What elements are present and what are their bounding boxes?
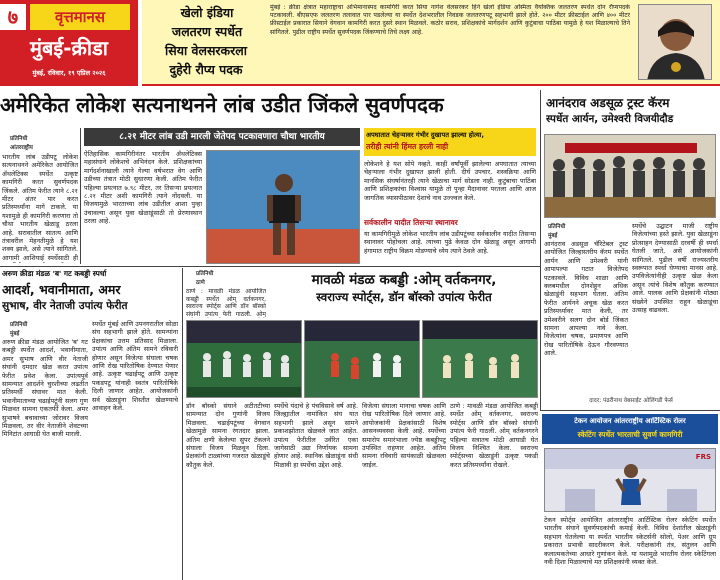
- section-divider-right: [540, 410, 720, 411]
- anand-body-col2: स्पर्धेचे उद्घाटन माजी राष्ट्रीय विजेत्यांच्या हस्ते झाले. युवा खेळाडूंना प्रोत्साहन देण्यासाठी दरवर्षी ही स्पर्धा घेतली जाते, असे आयोजकांनी सांगितले. पुढील वर्षी राज्यस्तरीय स्वरूपात स्पर्धा घेण्याचा मानस आहे. उपविजेत्यांनीही उत्कृष्ट खेळ केला असून त्यांचे विशेष कौतुक करण्यात आले. पालक आणि प्रेक्षकांनी मोठ्या संख्येने उपस्थित राहून खेळाडूंचा उत्साह वाढवला.: [632, 222, 718, 315]
- lead-byline-label: प्रतिनिधी: [10, 136, 28, 142]
- tekan-headline-1: टेकन आयोजन आंतरराष्ट्रीय आर्टिस्टिक रोलर: [574, 417, 686, 425]
- kabaddi-center-col3: विजेत्या संघाला मानाचा चषक आणि रोख पारितोषिक दिले जाणार आहे. आयोजकांनी प्रेक्षकांसाठी विशेष आसनव्यवस्था केली आहे. स्पर्धेच्या समारोप समारंभाला ज्येष्ठ कबड्डीपटू उपस्थित राहणार आहेत. अंतिम सामना रविवारी सायंकाळी खेळवला जाईल.: [362, 402, 446, 469]
- kabaddi-center-headline-1: मावळी मंडळ कबड्डी :ओम् वर्तकनगर,: [311, 272, 497, 288]
- anand-byline-city: मुंबई: [548, 233, 558, 239]
- side-story-headline-1: अपघातात चेहऱ्यावर गंभीर दुखापत झाल्या होत्या,: [366, 131, 484, 139]
- kabaddi-left-kicker: अरुण क्रीडा मंडळ 'ब' गट कबड्डी स्पर्धा: [2, 269, 107, 278]
- lead-body-col2: ऐतिहासिक कामगिरीनंतर भारतीय ॲथलेटिक्स महासंघाने लोकेशचे अभिनंदन केले. प्रशिक्षकांच्या मार्गदर्शनाखाली त्याने गेल्या वर्षभरात वेग आणि उडीच्या तंत्रात मोठी सुधारणा केली. अंतिम फेरीत पहिल्या प्रयत्नात ७.९८ मीटर, तर तिसऱ्या प्रयत्नात ८.२१ मीटर अशी कामगिरी त्याने नोंदवली. या विजयामुळे भारताच्या लांब उडीतील आशा पुन्हा उंचावल्या असून युवा खेळाडूंसाठी तो प्रेरणास्थान ठरला आहे.: [84, 150, 202, 226]
- anand-headline-2: स्पर्धेत आर्यन, उमेश्वरी विजयीदौड: [546, 113, 674, 125]
- lead-photo: [206, 150, 360, 264]
- section-name: मुंबई-क्रीडा: [30, 36, 108, 60]
- kabaddi-center-col4: ठाणे : मावळी मंडळ आयोजित कबड्डी स्पर्धेत ओम् वर्तकनगर, स्वराज्य स्पोर्ट्स आणि डॉन बॉस्को संघांनी उपांत्य फेरी गाठली. ओम् वर्तकनगरने पहिल्या सत्रातच मोठी आघाडी घेत विजय निश्चित केला. स्वराज्य स्पोर्ट्सच्या खेळाडूंनी उत्कृष्ट पकडी करत प्रतिस्पर्ध्यांना रोखले.: [450, 402, 538, 469]
- page-number: ७: [0, 4, 26, 30]
- teaser-title-3: सिया वेलसरकरला: [165, 43, 247, 58]
- side-story-body-2: या कामगिरीमुळे लोकेश भारतीय लांब उडीपटूंच्या सर्वकालीन यादीत तिसऱ्या स्थानावर पोहोचला आहे. त्याच्या पुढे केवळ दोन खेळाडू असून आगामी हंगामात राष्ट्रीय विक्रम मोडण्याचे ध्येय त्याने ठेवले आहे.: [364, 230, 536, 255]
- lead-subheadline: ८.२१ मीटर लांब उडी मारली जेतेपद पटकावणारा चौथा भारतीय: [84, 128, 360, 146]
- kabaddi-center-byline-label: प्रतिनिधी: [196, 271, 214, 277]
- swimmer-portrait-icon: [639, 5, 712, 80]
- anand-photo: [544, 134, 716, 218]
- tekan-photo: [544, 448, 716, 512]
- anand-byline-label: प्रतिनिधी: [548, 224, 566, 230]
- teaser-body: मुंबई : क्रीडा क्षेत्रात महाराष्ट्राचा अभिमानास्पद कामगिरी करत सिया नागेश वेलसरकर हिने खेलो इंडिया अस्मिता वैयक्तिक जलतरण स्पर्धेत दोन रौप्यपदके पटकावली. बीएसएफ जलतरण तलावात पार पडलेल्या या स्पर्धेत देशभरातील निवडक जलतरणपटू सहभागी झाले होते. २०० मीटर फ्रीस्टाईल आणि ४०० मीटर फ्रीस्टाईल प्रकारात सियाने वेगवान कामगिरी करत दुसरे स्थान मिळवले. कठोर सराव, प्रशिक्षकांचे मार्गदर्शन आणि कुटुंबाचा पाठिंबा यामुळे हे यश मिळाल्याचे तिने सांगितले. पुढील राष्ट्रीय स्पर्धेत सुवर्णपदक जिंकण्याचे तिचे लक्ष्य आहे.: [270, 4, 630, 36]
- teaser-title-4: दुहेरी रौप्य पदक: [169, 62, 243, 77]
- column-divider-lower: [182, 268, 183, 580]
- kabaddi-photo-1: [186, 320, 302, 398]
- edition-line: मुंबई, रविवार, १९ एप्रिल २०२६: [32, 69, 106, 77]
- tekan-photo-tag: FRS: [695, 453, 711, 461]
- kabaddi-center-intro: ठाणे : मावळी मंडळ आयोजित कबड्डी स्पर्धेत ओम् वर्तकनगर, स्वराज्य स्पोर्ट्स आणि डॉन बॉस्को संघांनी उपांत्य फेरी गाठली. ओम्: [186, 288, 266, 318]
- side-story-body: लोकेशने हे यश सोपे नव्हते. काही वर्षांपूर्वी झालेल्या अपघातात त्याच्या चेहऱ्याला गंभीर दुखापत झाली होती. दीर्घ उपचार, शस्त्रक्रिया आणि मानसिक संघर्षानंतरही त्याने खेळाचा मार्ग सोडला नाही. कुटुंबाचा पाठिंबा आणि प्रशिक्षकांचा विश्वास यामुळे तो पुन्हा मैदानावर परतला आणि आज जागतिक व्यासपीठावर देशाचे नाव उज्ज्वल केले.: [364, 160, 536, 202]
- skater-podium-icon: [545, 449, 716, 512]
- kabaddi-left-byline-label: प्रतिनिधी: [10, 322, 28, 328]
- teaser-title-1: खेलो इंडिया: [180, 5, 234, 20]
- swimmer-photo: [638, 4, 712, 80]
- side-story-headline-2: तरीही त्यांनी हिंमत हरली नाही: [366, 142, 449, 151]
- masthead: [0, 0, 138, 86]
- tekan-body: टेकन स्पोर्ट्स आयोजित आंतरराष्ट्रीय आर्टिस्टिक रोलर स्केटिंग स्पर्धेत भारतीय संघाने सुवर्णपदकांची कमाई केली. विविध देशांतील खेळाडूंनी सहभाग घेतलेल्या या स्पर्धेत भारतीय स्केटर्सनी सोलो, पेअर आणि ग्रुप प्रकारात प्रभावी सादरीकरण केले. परीक्षकांनी तंत्र, संतुलन आणि कलात्मकतेच्या आधारे गुणांकन केले. या यशामुळे भारतीय रोलर स्केटिंगला नवी दिशा मिळाल्याचे मत प्रशिक्षकांनी व्यक्त केले.: [544, 516, 716, 567]
- anand-body-col1: आनंदराव अडसूळ चॅरिटेबल ट्रस्ट आयोजित जिल्हास्तरीय कॅरम स्पर्धेत आर्यन आणि उमेश्वरी यांनी आपापल्या गटात विजेतेपद पटकावले. विविध शाळा आणि क्लबमधील दोनशेहून अधिक खेळाडूंनी सहभाग घेतला. अंतिम फेरीत आर्यनने अचूक खेळ करत प्रतिस्पर्ध्यावर मात केली, तर उमेश्वरीने सलग दोन बोर्ड जिंकत सामना आपल्या नावे केला. विजेत्यांना चषक, प्रमाणपत्र आणि रोख पारितोषिके देऊन गौरवण्यात आले.: [544, 240, 628, 358]
- lead-byline-city: आंतरराष्ट्रीय: [10, 145, 33, 151]
- anand-headline-1: आनंदराव अडसूळ ट्रस्ट कॅरम: [546, 96, 670, 110]
- kabaddi-center-headline-2: स्वराज्य स्पोर्ट्स, डॉन बॉस्को उपांत्य फेरीत: [316, 290, 492, 304]
- kabaddi-left-headline-2: सुभाष, वीर नेताजी उपांत्य फेरीत: [2, 300, 128, 312]
- lead-headline: अमेरिकेत लोकेश सत्यनाथनने लांब उडीत जिंकले सुवर्णपदक: [0, 93, 444, 117]
- column-divider: [80, 128, 81, 264]
- teaser-box: [142, 0, 720, 86]
- lead-body-col1: भारतीय लांब उडीपटू लोकेश सत्यनाथनने अमेरिकेत आयोजित ॲथलेटिक्स स्पर्धेत उत्कृष्ट कामगिरी करत सुवर्णपदक जिंकले. अंतिम फेरीत त्याने ८.२१ मीटर अंतर पार करत प्रतिस्पर्ध्यांना मागे टाकले. या यशामुळे ही कामगिरी करणारा तो चौथा भारतीय खेळाडू ठरला आहे. सरावातील सातत्य आणि तंत्रावरील मेहनतीमुळे हे यश शक्य झाले, असे त्याने सांगितले. आगामी आशियाई स्पर्धेसाठी ही: [2, 153, 78, 262]
- anand-photo-caption: दादर: पंढरीनाथ वेबसाईट ओलिंगडी फेर्स: [589, 398, 673, 404]
- kabaddi-photo-3: [422, 320, 538, 398]
- kabaddi-center-col2: स्पर्धेचे यंदाचे हे पंचविसावे वर्ष आहे. जिल्ह्यातील नामांकित संघ यात सहभागी झाले असून सामने प्रकाशझोतात खेळवले जात आहेत. उपांत्य फेरीतील उर्वरित एका जागेसाठी उद्या निर्णायक सामना होणार आहे. स्थानिक खेळाडूंना संधी मिळावी हा स्पर्धेचा उद्देश आहे.: [274, 402, 358, 469]
- kabaddi-left-body-col1: अरुण क्रीडा मंडळ आयोजित 'ब' गट कबड्डी स्पर्धेत आदर्श, भवानीमाता, अमर सुभाष आणि वीर नेताजी संघांनी दमदार खेळ करत उपांत्य फेरीत प्रवेश केला. उपांत्यपूर्व सामन्यात आदर्शने चुरशीच्या लढतीत प्रतिस्पर्धी संघावर मात केली. भवानीमाताच्या चढाईपटूंनी सलग गुण मिळवत सामना एकतर्फी केला. अमर सुभाषने बचावाच्या जोरावर विजय मिळवला, तर वीर नेताजीने शेवटच्या मिनिटांत आघाडी घेत बाजी मारली.: [2, 338, 88, 439]
- kabaddi-left-headline-1: आदर्श, भवानीमाता, अमर: [2, 282, 121, 297]
- carrom-group-icon: [545, 135, 716, 218]
- kabaddi-tackle-icon: [423, 321, 538, 398]
- kabaddi-raid-icon: [305, 321, 420, 398]
- kabaddi-left-byline-city: मुंबई: [10, 331, 20, 337]
- kabaddi-center-byline-city: ठाणे: [196, 280, 205, 286]
- column-divider-right: [540, 90, 541, 410]
- tekan-headline-2: स्केटिंग स्पर्धेत भारताची सुवर्ण कामगिरी: [577, 430, 683, 439]
- kabaddi-center-col1: डॉन बॉस्को संघाने अटीतटीच्या सामन्यात दोन गुणांनी विजय मिळवला. चढाईपटूंच्या वेगवान खेळामुळे सामना रंगतदार झाला. अंतिम क्षणी केलेल्या सुपर टॅकलने संघाला विजय मिळवून दिला. प्रेक्षकांनी टाळ्यांच्या गजरात खेळाडूंचे कौतुक केले.: [186, 402, 270, 469]
- section-divider: [0, 266, 540, 267]
- kabaddi-match-icon: [187, 321, 302, 398]
- long-jumper-icon: [207, 151, 360, 264]
- kabaddi-left-body-col2: स्पर्धेत मुंबई आणि उपनगरातील सोळा संघ सहभागी झाले होते. सामन्यांना प्रेक्षकांचा उत्तम प्रतिसाद मिळाला. उपांत्य आणि अंतिम सामने रविवारी होणार असून विजेत्या संघाला चषक आणि रोख पारितोषिक देण्यात येणार आहे. उत्कृष्ट चढाईपटू आणि उत्कृष्ट पकडपटू यांनाही स्वतंत्र पारितोषिके दिली जाणार आहेत. आयोजकांनी सर्व खेळाडूंना शिस्तीत खेळण्याचे आवाहन केले.: [92, 320, 178, 413]
- masthead-logo: वृत्तमानस: [30, 4, 130, 30]
- kabaddi-photo-2: [304, 320, 420, 398]
- side-story-subhead: सर्वकालीन यादीत तिसऱ्या स्थानावर: [364, 218, 458, 227]
- teaser-title-2: जलतरण स्पर्धेत: [171, 24, 243, 39]
